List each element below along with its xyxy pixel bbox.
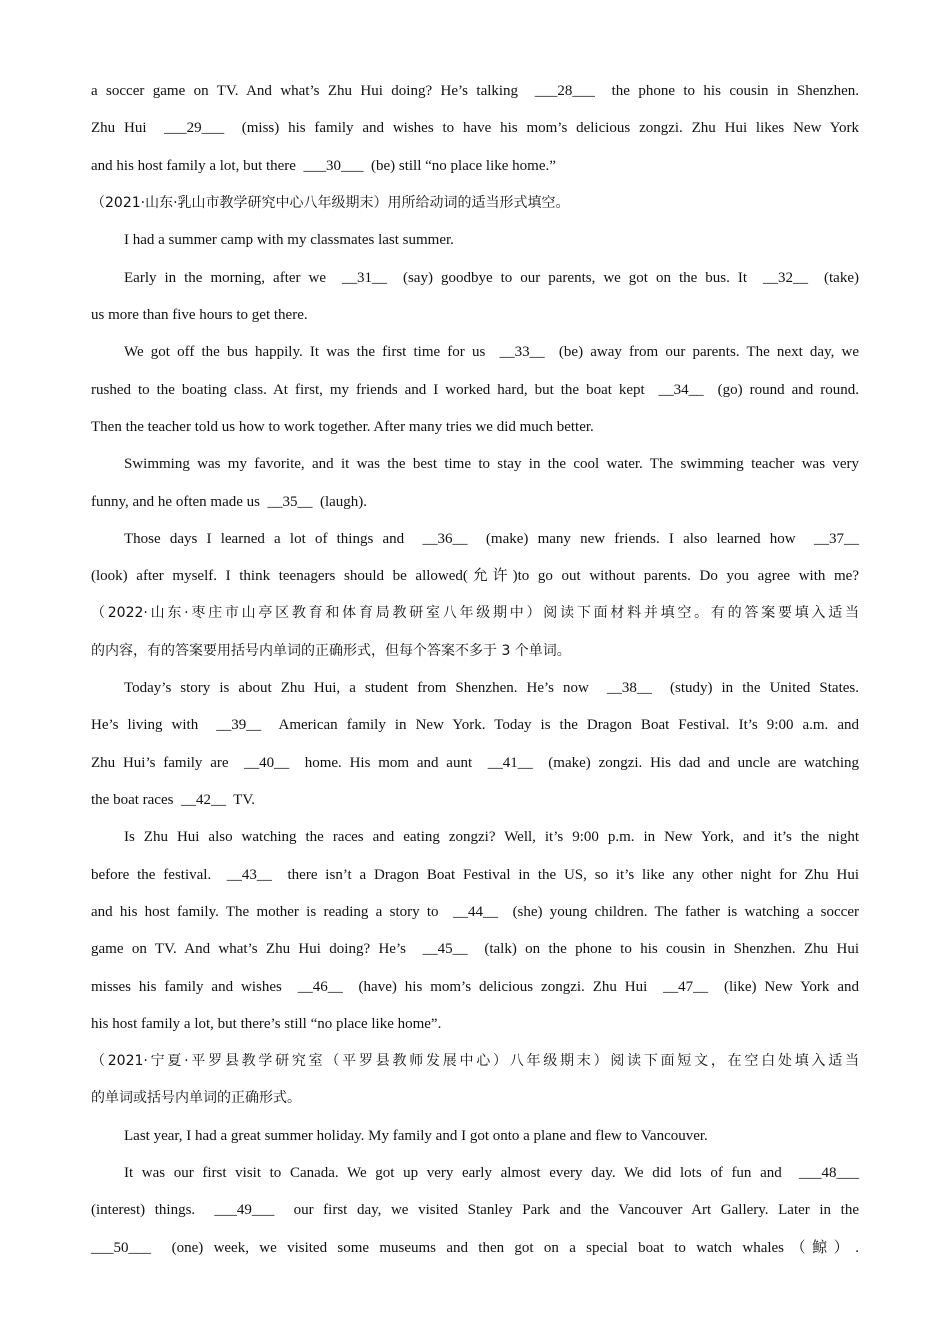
text-line: funny, and he often made us __35__ (laugh). [91, 494, 368, 510]
exercise-header: （2021·山东·乳山市教学研究中心八年级期末）用所给动词的适当形式填空。 [91, 195, 570, 211]
text-line: I had a summer camp with my classmates last summer. [124, 232, 454, 248]
text-line: Zhu Hui ___29___ (miss) his family and wishes to have his mom’s delicious zongzi. Zhu Hui likes New York [91, 120, 859, 136]
text-line: Early in the morning, after we __31__ (say) goodbye to our parents, we got on the bus. It __32__ (take) [124, 270, 859, 286]
text-line: Swimming was my favorite, and it was the best time to stay in the cool water. The swimming teacher was very [124, 456, 859, 472]
text-line: (look) after myself. I think teenagers should be allowed(允许)to go out without parents. Do you agree with me? [91, 568, 859, 584]
text-line: Is Zhu Hui also watching the races and eating zongzi? Well, it’s 9:00 p.m. in New York, and it’s the night [124, 829, 859, 845]
text-line: He’s living with __39__ American family in New York. Today is the Dragon Boat Festival. It’s 9:00 a.m. and [91, 717, 859, 733]
text-line: game on TV. And what’s Zhu Hui doing? He’s __45__ (talk) on the phone to his cousin in Shenzhen. Zhu Hui [91, 941, 859, 957]
text-line: and his host family a lot, but there ___30___ (be) still “no place like home.” [91, 158, 556, 174]
text-line: misses his family and wishes __46__ (have) his mom’s delicious zongzi. Zhu Hui __47__ (like) New York and [91, 979, 859, 995]
text-line: Zhu Hui’s family are __40__ home. His mom and aunt __41__ (make) zongzi. His dad and uncle are watching [91, 755, 859, 771]
text-line: Then the teacher told us how to work together. After many tries we did much better. [91, 419, 594, 435]
text-line: his host family a lot, but there’s still “no place like home”. [91, 1016, 442, 1032]
text-line: before the festival. __43__ there isn’t a Dragon Boat Festival in the US, so it’s like any other night for Zhu Hui [91, 867, 859, 883]
text-line: ___50___ (one) week, we visited some museums and then got on a special boat to watch whales（鲸）. [91, 1240, 859, 1256]
text-line: and his host family. The mother is reading a story to __44__ (she) young children. The father is watching a soccer [91, 904, 859, 920]
text-line: rushed to the boating class. At first, my friends and I worked hard, but the boat kept __34__ (go) round and round. [91, 382, 859, 398]
exercise-header: 的单词或括号内单词的正确形式。 [91, 1090, 301, 1106]
text-line: Today’s story is about Zhu Hui, a student from Shenzhen. He’s now __38__ (study) in the United States. [124, 680, 859, 696]
text-line: a soccer game on TV. And what’s Zhu Hui doing? He’s talking ___28___ the phone to his cousin in Shenzhen. [91, 83, 859, 99]
text-line: Last year, I had a great summer holiday. My family and I got onto a plane and flew to Vancouver. [124, 1128, 708, 1144]
text-line: us more than five hours to get there. [91, 307, 308, 323]
exercise-header: （2021·宁夏·平罗县教学研究室（平罗县教师发展中心）八年级期末）阅读下面短文，在空白处填入适当 [91, 1053, 859, 1069]
exercise-header: 的内容，有的答案要用括号内单词的正确形式，但每个答案不多于 3 个单词。 [91, 643, 571, 659]
exercise-header: （2022·山东·枣庄市山亭区教育和体育局教研室八年级期中）阅读下面材料并填空。有的答案要填入适当 [91, 605, 859, 621]
text-line: (interest) things. ___49___ our first day, we visited Stanley Park and the Vancouver Art Gallery. Later in the [91, 1202, 859, 1218]
text-line: the boat races __42__ TV. [91, 792, 255, 808]
text-line: Those days I learned a lot of things and __36__ (make) many new friends. I also learned how __37__ [124, 531, 859, 547]
text-line: We got off the bus happily. It was the first time for us __33__ (be) away from our parents. The next day, we [124, 344, 859, 360]
text-line: It was our first visit to Canada. We got up very early almost every day. We did lots of fun and ___48___ [124, 1165, 859, 1181]
